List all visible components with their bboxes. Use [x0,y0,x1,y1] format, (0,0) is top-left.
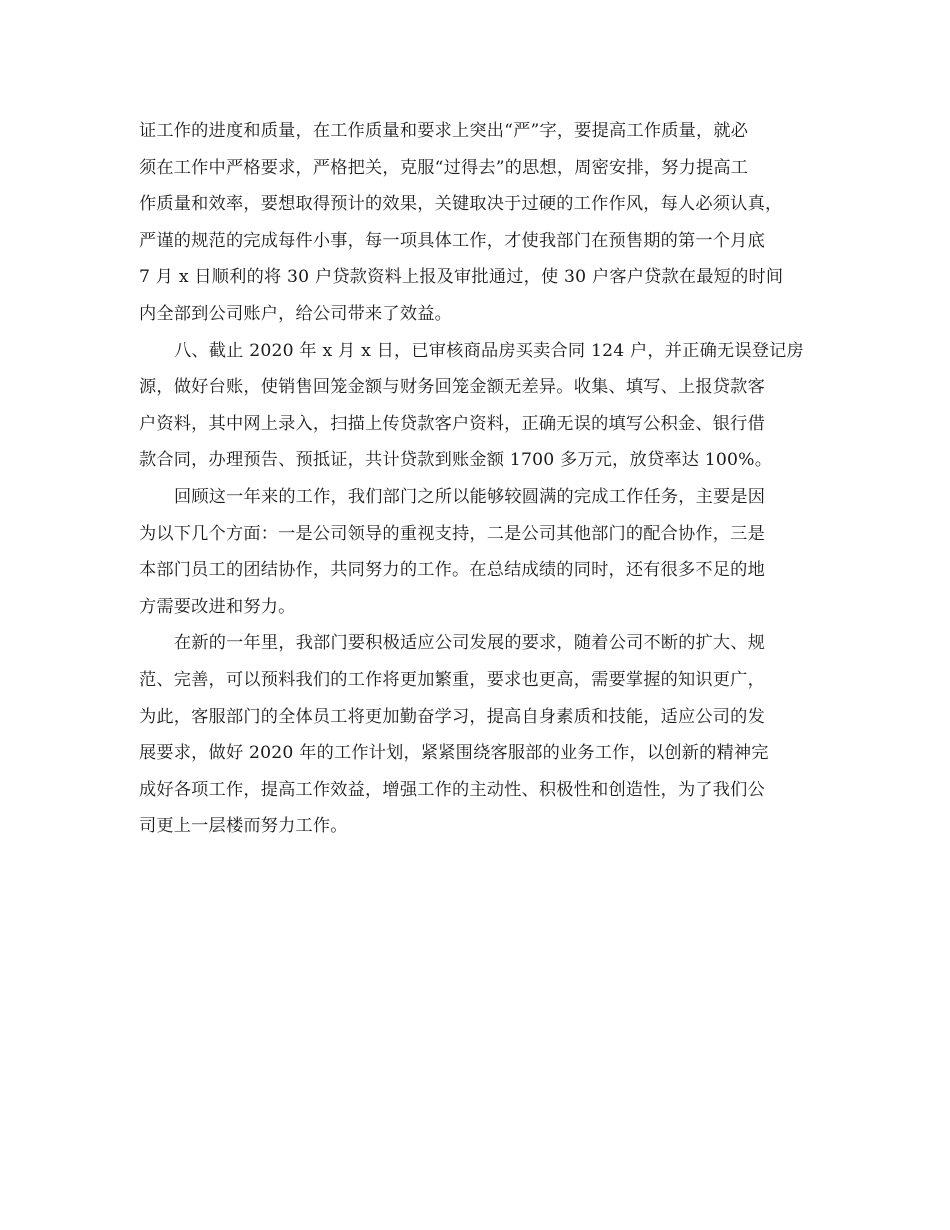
paragraph-1 [139,113,819,333]
text-line: 严谨的规范的完成每件小事，每一项具体工作，才使我部门在预售期的第一个月底 [139,230,765,251]
text-line: 内全部到公司账户，给公司带来了效益。 [139,303,452,324]
text-line: 须在工作中严格要求，严格把关，克服“过得去”的思想，周密安排，努力提高工 [139,157,749,178]
text-line: 方需要改进和努力。 [139,596,296,617]
text-line: 为此，客服部门的全体员工将更加勤奋学习，提高自身素质和技能，适应公司的发 [139,706,765,727]
text-line: 款合同，办理预告、预抵证，共计贷款到账金额 1700 多万元，放贷率达 100%。 [139,450,773,471]
text-line: 司更上一层楼而努力工作。 [139,816,348,837]
text-line: 展要求，做好 2020 年的工作计划，紧紧围绕客服部的业务工作，以创新的精神完 [139,743,769,764]
text-line: 为以下几个方面：一是公司领导的重视支持，二是公司其他部门的配合协作，三是 [139,523,765,544]
paragraph-3 [139,479,819,625]
text-line: 八、截止 2020 年 x 月 x 日，已审核商品房买卖合同 124 户，并正确无误登记房 [174,340,804,361]
text-line: 在新的一年里，我部门要积极适应公司发展的要求，随着公司不断的扩大、规 [174,633,766,654]
text-line: 本部门员工的团结协作，共同努力的工作。在总结成绩的同时，还有很多不足的地 [139,560,765,581]
text-line: 范、完善，可以预料我们的工作将更加繁重，要求也更高，需要掌握的知识更广， [139,669,765,690]
text-line: 成好各项工作，提高工作效益，增强工作的主动性、积极性和创造性，为了我们公 [139,779,765,800]
text-line: 7 月 x 日顺利的将 30 户贷款资料上报及审批通过，使 30 户客户贷款在最短的时间 [139,267,784,288]
document-body [139,113,819,845]
text-line: 作质量和效率，要想取得预计的效果，关键取决于过硬的工作作风，每人必须认真， [139,194,783,215]
text-line: 证工作的进度和质量，在工作质量和要求上突出“严”字，要提高工作质量，就必 [139,121,749,141]
text-line: 回顾这一年来的工作，我们部门之所以能够较圆满的完成工作任务，主要是因 [174,486,766,507]
text-line: 源，做好台账，使销售回笼金额与财务回笼金额无差异。收集、填写、上报贷款客 [139,377,765,398]
paragraph-2 [139,333,819,479]
paragraph-4 [139,625,819,845]
text-line: 户资料，其中网上录入，扫描上传贷款客户资料，正确无误的填写公积金、银行借 [139,413,765,434]
